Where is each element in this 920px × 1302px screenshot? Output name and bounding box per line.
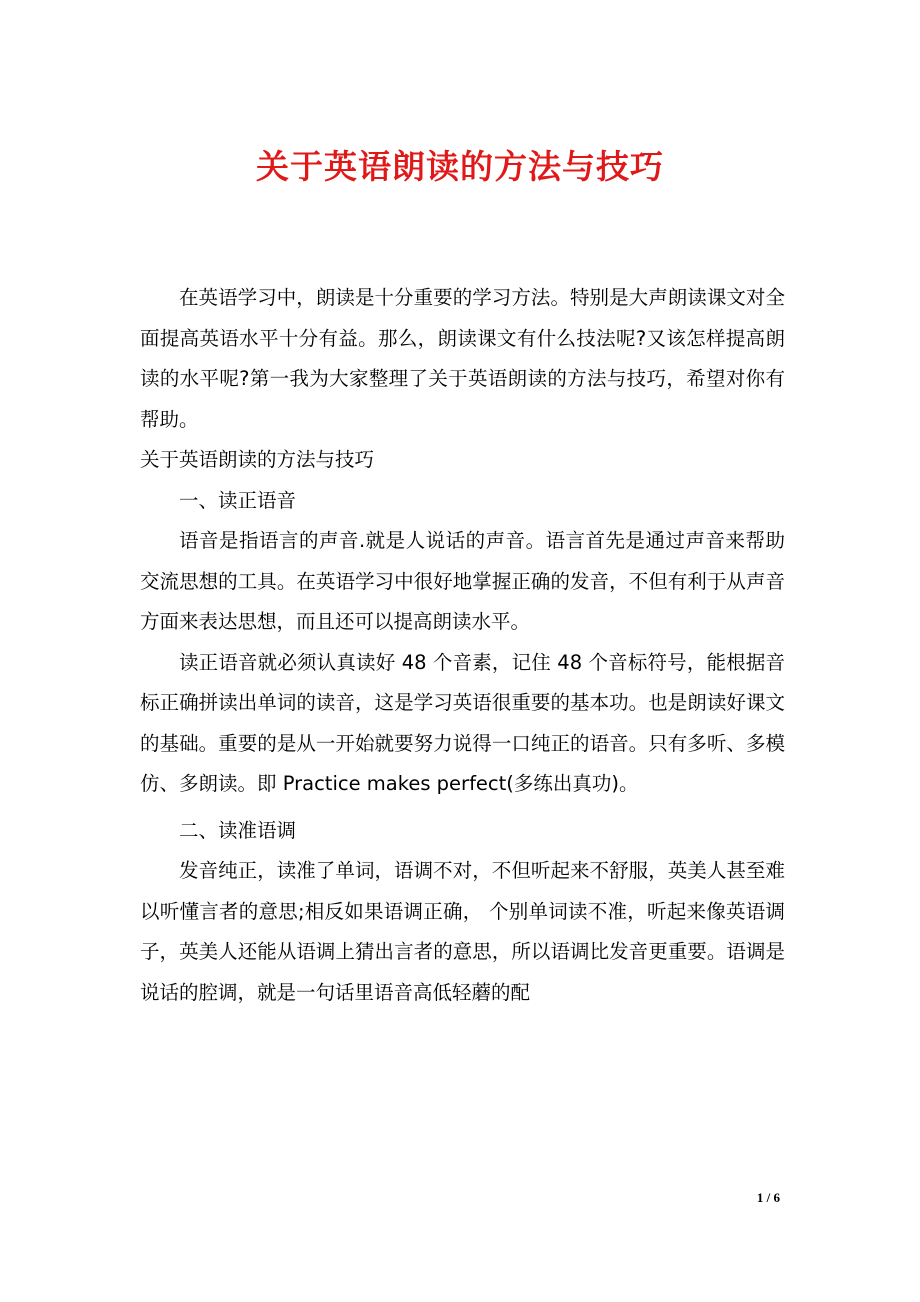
subheading-intonation: 二、读准语调 <box>179 818 297 842</box>
intro-paragraph: 在英语学习中，朗读是十分重要的学习方法。特别是大声朗读课文对全面提高英语水平十分有益。那么，朗读课文有什么技法呢?又该怎样提高朗读的水平呢?第一我为大家整理了关于英语朗读的方法与技巧，希望对你有帮助。 <box>140 286 785 431</box>
pronunciation-paragraph-1: 语音是指语言的声音.就是人说话的声音。语言首先是通过声音来帮助交流思想的工具。在英语学习中很好地掌握正确的发音，不但有利于从声音方面来表达思想，而且还可以提高朗读水平。 <box>140 529 785 633</box>
section-heading: 关于英语朗读的方法与技巧 <box>140 448 375 471</box>
document-body <box>140 278 785 1013</box>
pronunciation-paragraph-2: 读正语音就必须认真读好 48 个音素，记住 48 个音标符号，能根据音标正确拼读出单词的读音，这是学习英语很重要的基本功。也是朗读好课文的基础。重要的是从一开始就要努力说得一口纯正的语音。只有多听、多模仿、多朗读。即 Practice makes perfect(多练出真功)。 <box>140 650 785 795</box>
subheading-pronunciation: 一、读正语音 <box>179 488 297 512</box>
intonation-paragraph: 发音纯正，读准了单词，语调不对，不但听起来不舒服，英美人甚至难以听懂言者的意思;相反如果语调正确， 个别单词读不准，听起来像英语调子，英美人还能从语调上猜出言者的意思，所以语调比发音更重要。语调是说话的腔调，就是一句话里语音高低轻蘑的配 <box>140 859 785 1004</box>
page-number: 1 / 6 <box>756 1190 780 1205</box>
document-title: 关于英语朗读的方法与技巧 <box>256 147 664 186</box>
